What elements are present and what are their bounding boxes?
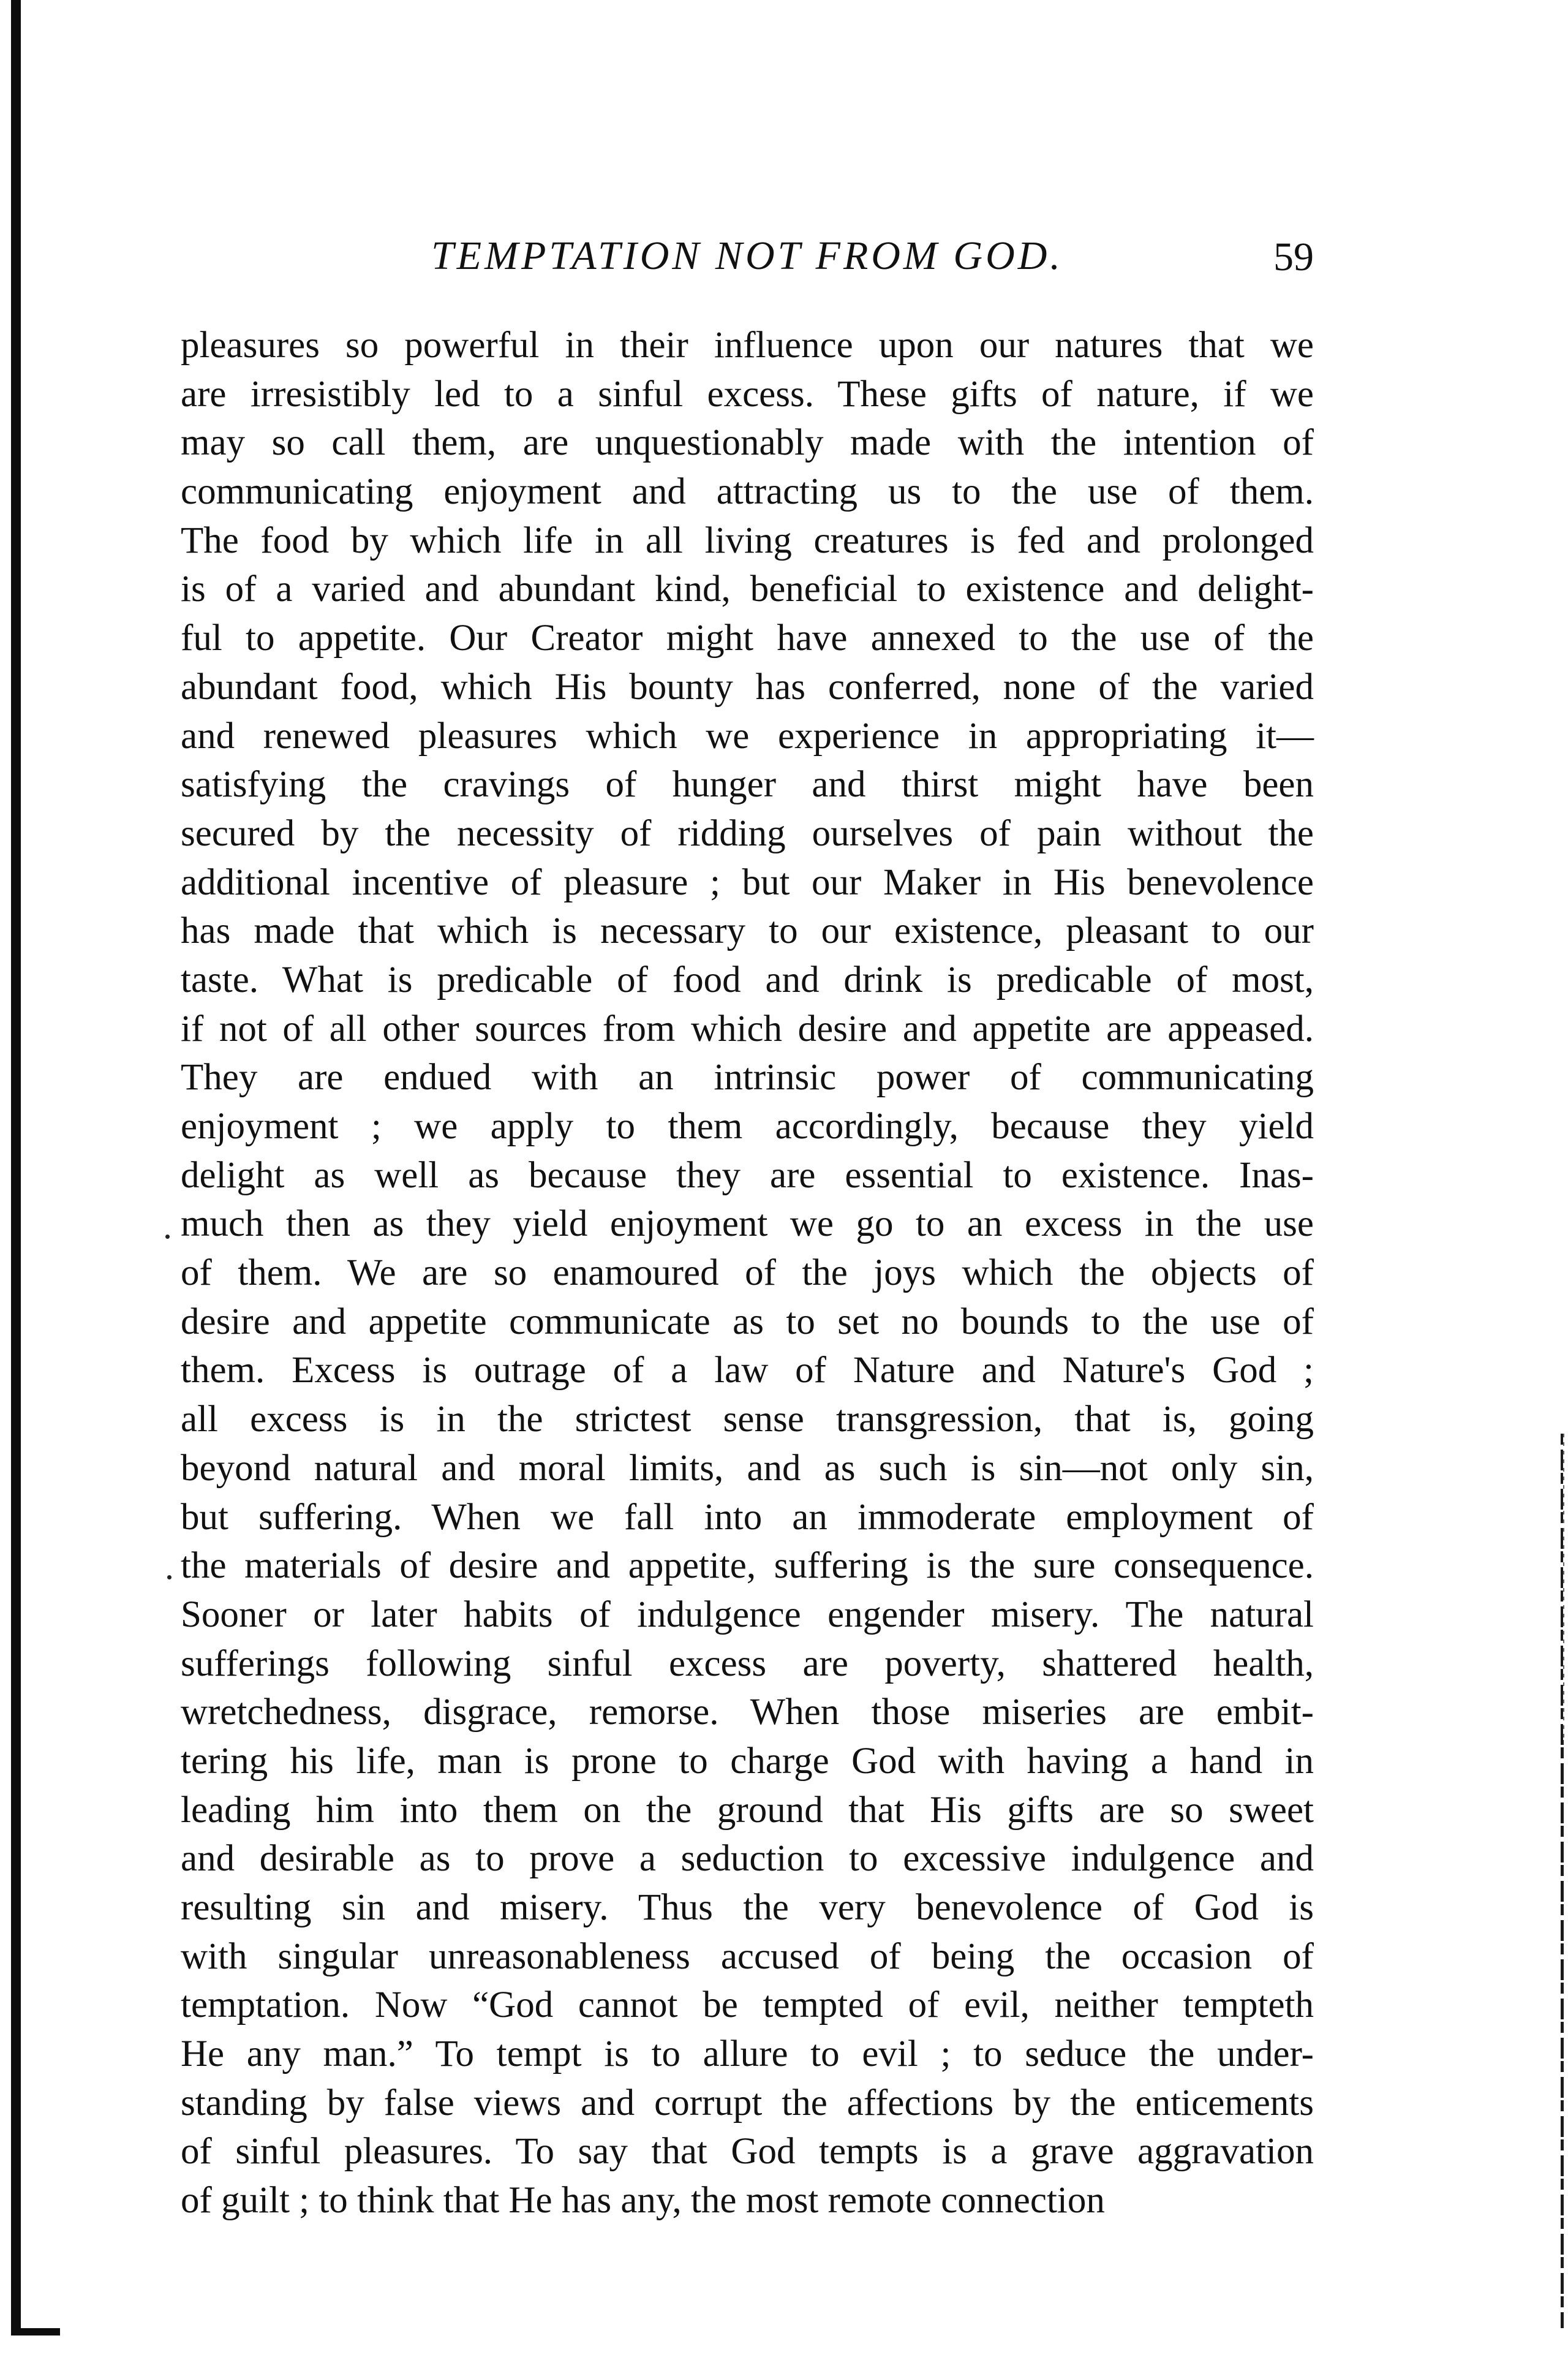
text-line: satisfying the cravings of hunger and thirst might have been — [181, 764, 1314, 806]
text-line: all excess is in the strictest sense transgression, that is, going — [181, 1399, 1314, 1440]
text-line: ful to appetite. Our Creator might have annexed to the use of the — [181, 618, 1314, 659]
text-line: is of a varied and abundant kind, beneficial to existence and delight- — [181, 569, 1314, 610]
text-line: enjoyment ; we apply to them accordingly, because they yield — [181, 1106, 1314, 1147]
text-line: tering his life, man is prone to charge God with having a hand in — [181, 1740, 1314, 1782]
scan-binding-foot — [11, 2328, 60, 2335]
text-line: They are endued with an intrinsic power of communicating — [181, 1057, 1314, 1099]
text-line: abundant food, which His bounty has conferred, none of the varied — [181, 666, 1314, 708]
text-line: of guilt ; to think that He has any, the most remote connection — [181, 2180, 1105, 2222]
text-line: standing by false views and corrupt the affections by the enticements — [181, 2082, 1314, 2124]
text-line: taste. What is predicable of food and drink is predicable of most, — [181, 959, 1314, 1000]
text-line: temptation. Now “God cannot be tempted of evil, neither tempteth — [181, 1984, 1314, 2026]
text-line: resulting sin and misery. Thus the very benevolence of God is — [181, 1887, 1314, 1928]
page-number: 59 — [1273, 235, 1314, 279]
scan-binding-edge — [11, 0, 21, 2334]
running-title: TEMPTATION NOT FROM GOD. — [431, 233, 1063, 278]
margin-speck — [167, 1575, 172, 1579]
running-head — [181, 233, 1314, 294]
text-line: if not of all other sources from which desire and appetite are appeased. — [181, 1008, 1314, 1050]
text-line: and desirable as to prove a seduction to excessive indulgence and — [181, 1838, 1314, 1880]
text-line: with singular unreasonableness accused of being the occasion of — [181, 1935, 1314, 1977]
text-line: additional incentive of pleasure ; but our Maker in His benevolence — [181, 861, 1314, 903]
text-line: beyond natural and moral limits, and as such is sin—not only sin, — [181, 1447, 1314, 1489]
book-page — [181, 233, 1314, 2225]
text-line: much then as they yield enjoyment we go to an excess in the use — [181, 1203, 1314, 1245]
text-line: has made that which is necessary to our existence, pleasant to our — [181, 910, 1314, 952]
margin-speck — [165, 1235, 170, 1239]
text-line: of sinful pleasures. To say that God tempts is a grave aggravation — [181, 2131, 1314, 2173]
text-line: The food by which life in all living creatures is fed and prolonged — [181, 520, 1314, 561]
text-line: wretchedness, disgrace, remorse. When those miseries are embit- — [181, 1692, 1314, 1733]
text-line: He any man.” To tempt is to allure to evil ; to seduce the under- — [181, 2033, 1314, 2075]
text-line: but suffering. When we fall into an immoderate employment of — [181, 1496, 1314, 1538]
text-line: them. Excess is outrage of a law of Nature and Nature's God ; — [181, 1350, 1314, 1391]
text-line: of them. We are so enamoured of the joys which the objects of — [181, 1252, 1314, 1294]
text-line: communicating enjoyment and attracting us to the use of them. — [181, 471, 1314, 513]
text-line: the materials of desire and appetite, suffering is the sure consequence. — [181, 1545, 1314, 1587]
text-line: and renewed pleasures which we experience in appropriating it— — [181, 715, 1314, 757]
body-text — [181, 321, 1314, 2225]
text-line: leading him into them on the ground that His gifts are so sweet — [181, 1789, 1314, 1831]
scan-right-edge-faint — [1563, 1434, 1564, 1740]
text-line: pleasures so powerful in their influence upon our natures that we — [181, 325, 1314, 366]
text-line: delight as well as because they are essential to existence. Inas- — [181, 1154, 1314, 1196]
text-line: Sooner or later habits of indulgence engender misery. The natural — [181, 1594, 1314, 1635]
text-line: desire and appetite communicate as to set no bounds to the use of — [181, 1301, 1314, 1342]
text-line: sufferings following sinful excess are poverty, shattered health, — [181, 1643, 1314, 1684]
text-line: secured by the necessity of ridding ourselves of pain without the — [181, 812, 1314, 854]
text-line: are irresistibly led to a sinful excess. These gifts of nature, if we — [181, 373, 1314, 415]
text-line: may so call them, are unquestionably made with the intention of — [181, 422, 1314, 464]
